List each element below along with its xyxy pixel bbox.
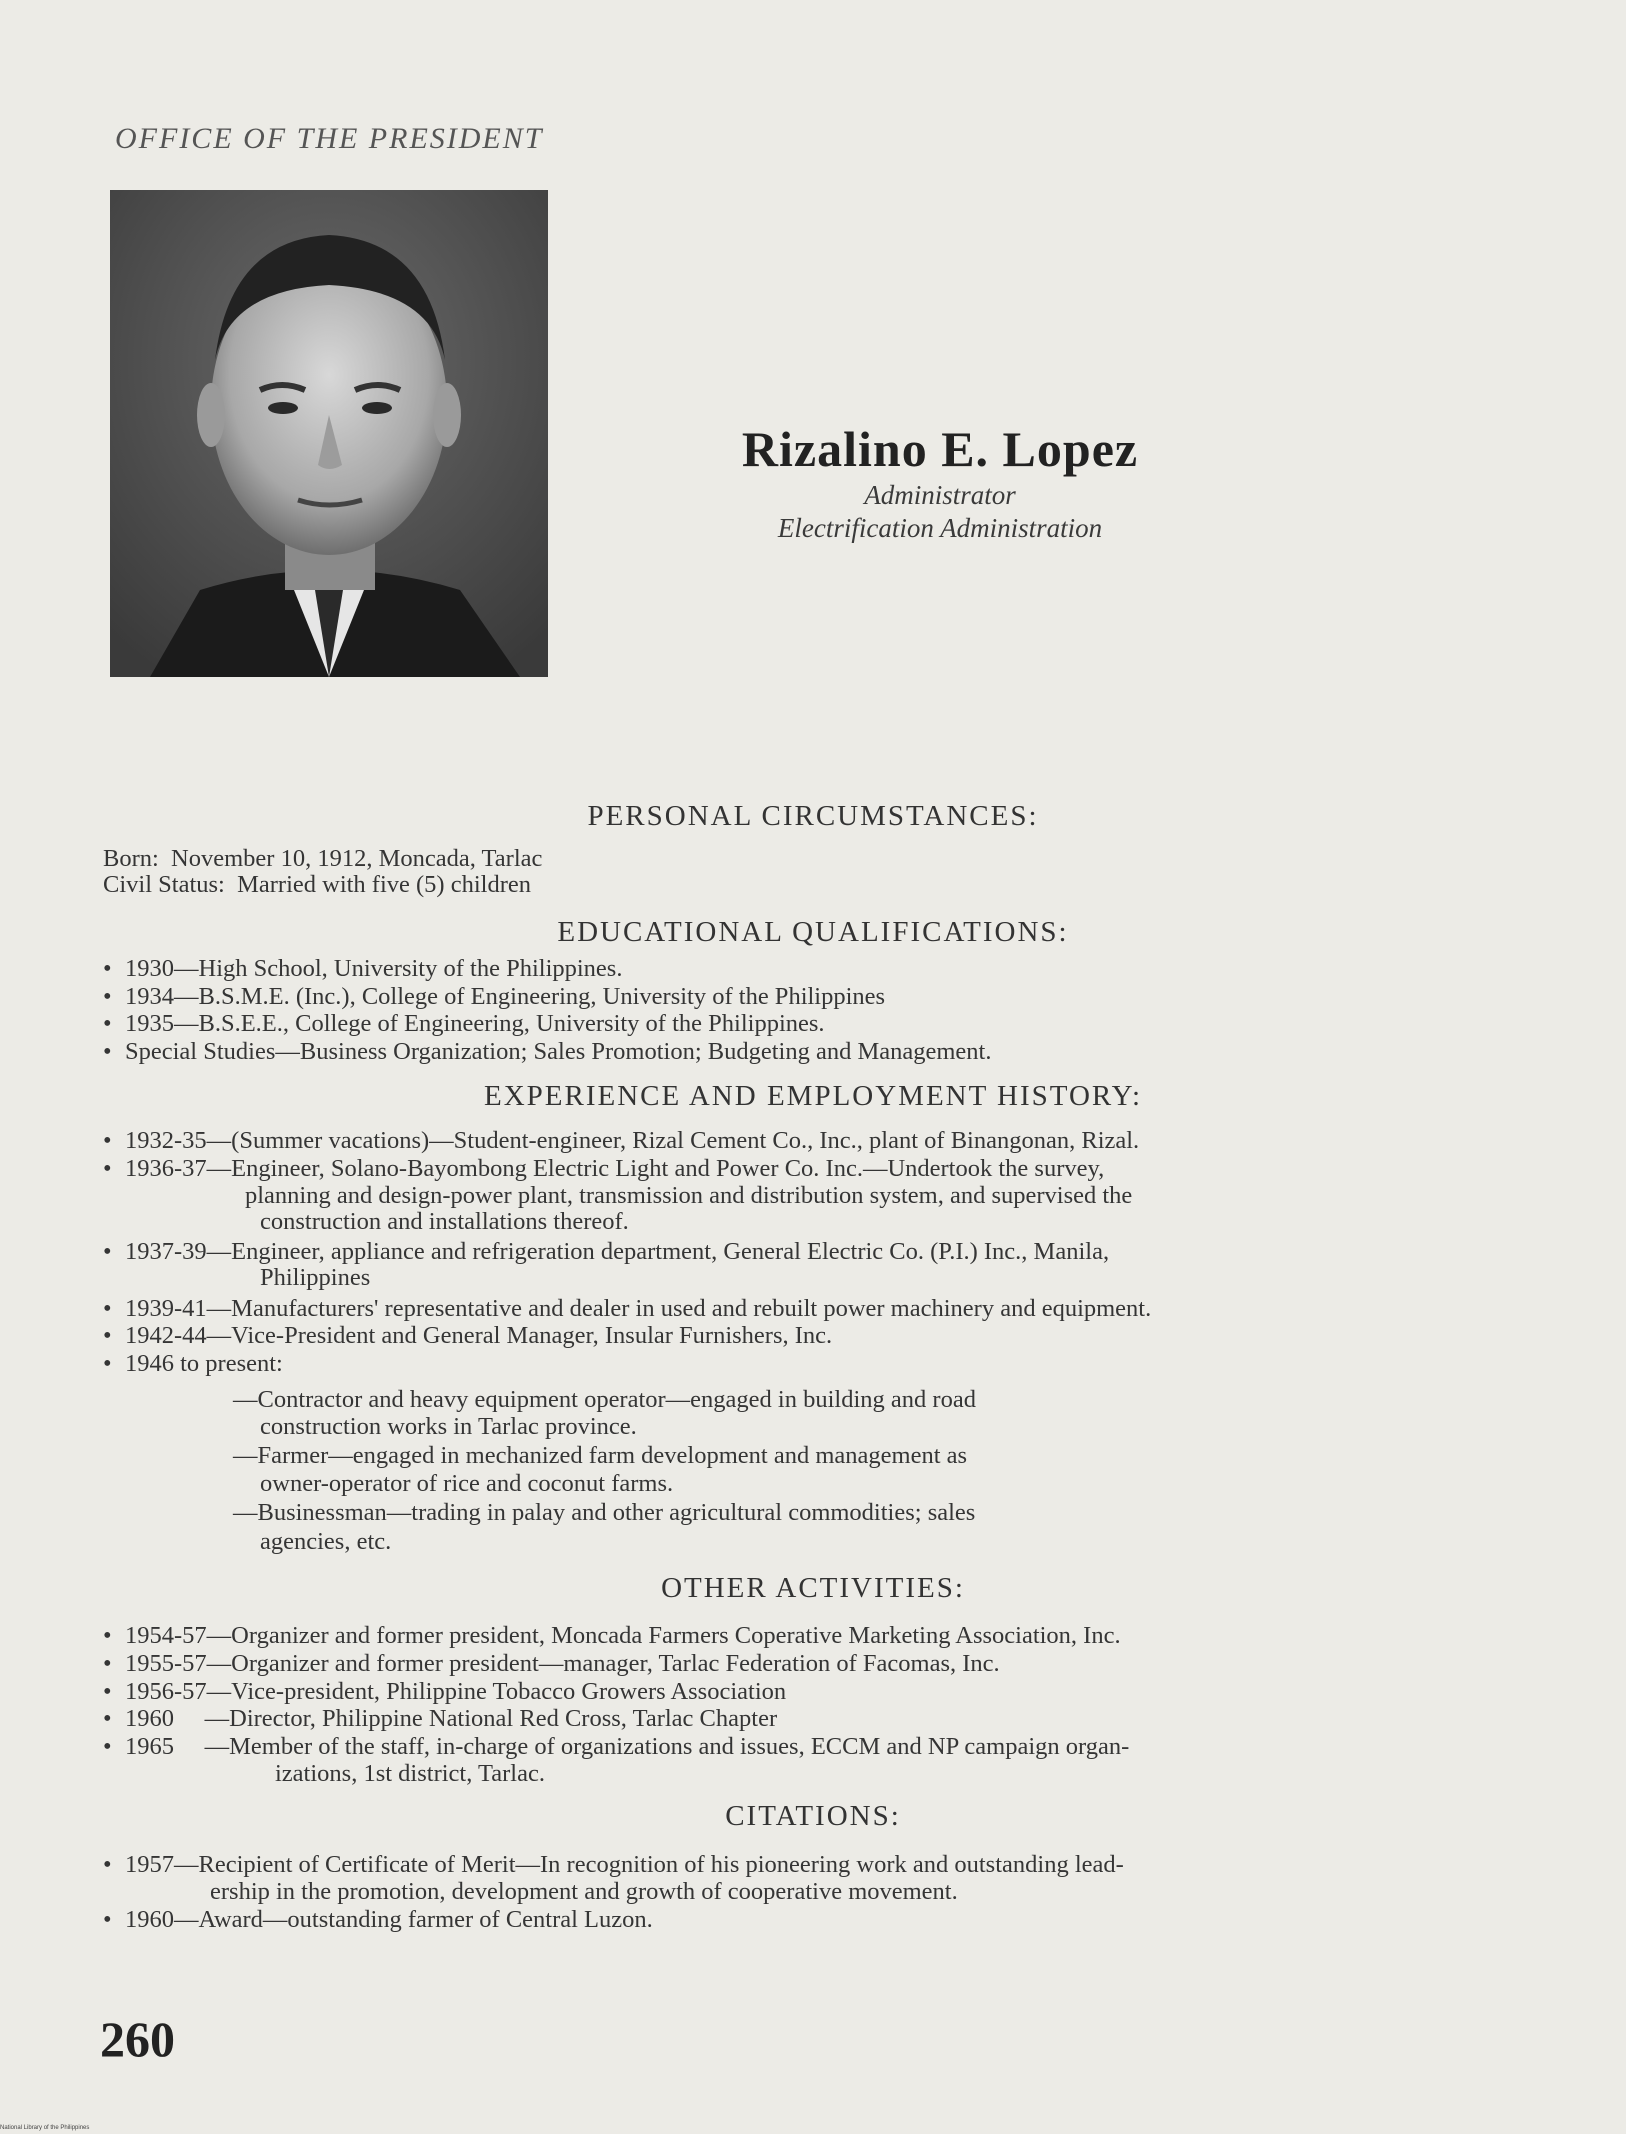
list-item: • 1946 to present: — [103, 1350, 283, 1377]
list-item: • 1954-57—Organizer and former president, Moncada Farmers Coperative Marketing Association, Inc. — [103, 1622, 1121, 1649]
sub-item: —Farmer—engaged in mechanized farm development and management as — [233, 1442, 968, 1469]
list-item: • 1937-39—Engineer, appliance and refrigeration department, General Electric Co. (P.I.) Inc., Manila, — [103, 1238, 1110, 1265]
list-item: • 1960—Award—outstanding farmer of Central Luzon. — [103, 1906, 653, 1933]
personal-line: Civil Status: Married with five (5) children — [103, 871, 531, 898]
list-item: • 1936-37—Engineer, Solano-Bayombong Electric Light and Power Co. Inc.—Undertook the survey, — [103, 1155, 1105, 1182]
list-item-continuation: construction and installations thereof. — [260, 1208, 629, 1235]
section-heading-citations: CITATIONS: — [725, 1800, 901, 1832]
portrait-photo — [110, 190, 548, 677]
section-heading-experience: EXPERIENCE AND EMPLOYMENT HISTORY: — [484, 1080, 1142, 1112]
sub-item-continuation: owner-operator of rice and coconut farms. — [260, 1470, 674, 1497]
sub-item-continuation: construction works in Tarlac province. — [260, 1413, 637, 1440]
list-item: • 1955-57—Organizer and former president—manager, Tarlac Federation of Facomas, Inc. — [103, 1650, 1000, 1677]
footer-note: National Library of the Philippines — [0, 2125, 90, 2131]
person-name: Rizalino E. Lopez — [741, 421, 1139, 477]
section-heading-personal: PERSONAL CIRCUMSTANCES: — [587, 800, 1039, 832]
person-title: Administrator — [864, 480, 1016, 510]
portrait-illustration — [110, 190, 548, 677]
section-heading-other: OTHER ACTIVITIES: — [661, 1572, 965, 1604]
page-number: 260 — [100, 2011, 175, 2067]
list-item-continuation: izations, 1st district, Tarlac. — [275, 1760, 545, 1787]
list-item: • 1930—High School, University of the Philippines. — [103, 955, 623, 982]
list-item-continuation: planning and design-power plant, transmission and distribution system, and supervised the — [245, 1182, 1133, 1209]
list-item: • 1942-44—Vice-President and General Manager, Insular Furnishers, Inc. — [103, 1322, 833, 1349]
list-item-continuation: Philippines — [260, 1264, 371, 1291]
list-item: • 1935—B.S.E.E., College of Engineering, University of the Philippines. — [103, 1010, 825, 1037]
person-agency: Electrification Administration — [777, 513, 1103, 543]
list-item: • 1934—B.S.M.E. (Inc.), College of Engineering, University of the Philippines — [103, 983, 886, 1010]
list-item: • 1939-41—Manufacturers' representative and dealer in used and rebuilt power machinery and equipment. — [103, 1295, 1152, 1322]
section-heading-education: EDUCATIONAL QUALIFICATIONS: — [557, 916, 1069, 948]
list-item-continuation: ership in the promotion, development and growth of cooperative movement. — [210, 1878, 958, 1905]
sub-item: —Contractor and heavy equipment operator—engaged in building and road — [233, 1386, 976, 1413]
list-item: • 1960 —Director, Philippine National Red Cross, Tarlac Chapter — [103, 1705, 778, 1732]
office-header: OFFICE OF THE PRESIDENT — [115, 122, 544, 155]
list-item: • 1956-57—Vice-president, Philippine Tobacco Growers Association — [103, 1678, 787, 1705]
list-item: • 1932-35—(Summer vacations)—Student-engineer, Rizal Cement Co., Inc., plant of Binangonan, Rizal. — [103, 1127, 1140, 1154]
sub-item: —Businessman—trading in palay and other agricultural commodities; sales — [233, 1499, 976, 1526]
list-item: • 1957—Recipient of Certificate of Merit—In recognition of his pioneering work and outstanding lead- — [103, 1851, 1124, 1878]
list-item: • Special Studies—Business Organization; Sales Promotion; Budgeting and Management. — [103, 1038, 992, 1065]
personal-line: Born: November 10, 1912, Moncada, Tarlac — [103, 845, 543, 872]
name-block — [720, 420, 1160, 544]
list-item: • 1965 —Member of the staff, in-charge of organizations and issues, ECCM and NP campaign organ- — [103, 1733, 1130, 1760]
sub-item-continuation: agencies, etc. — [260, 1528, 392, 1555]
